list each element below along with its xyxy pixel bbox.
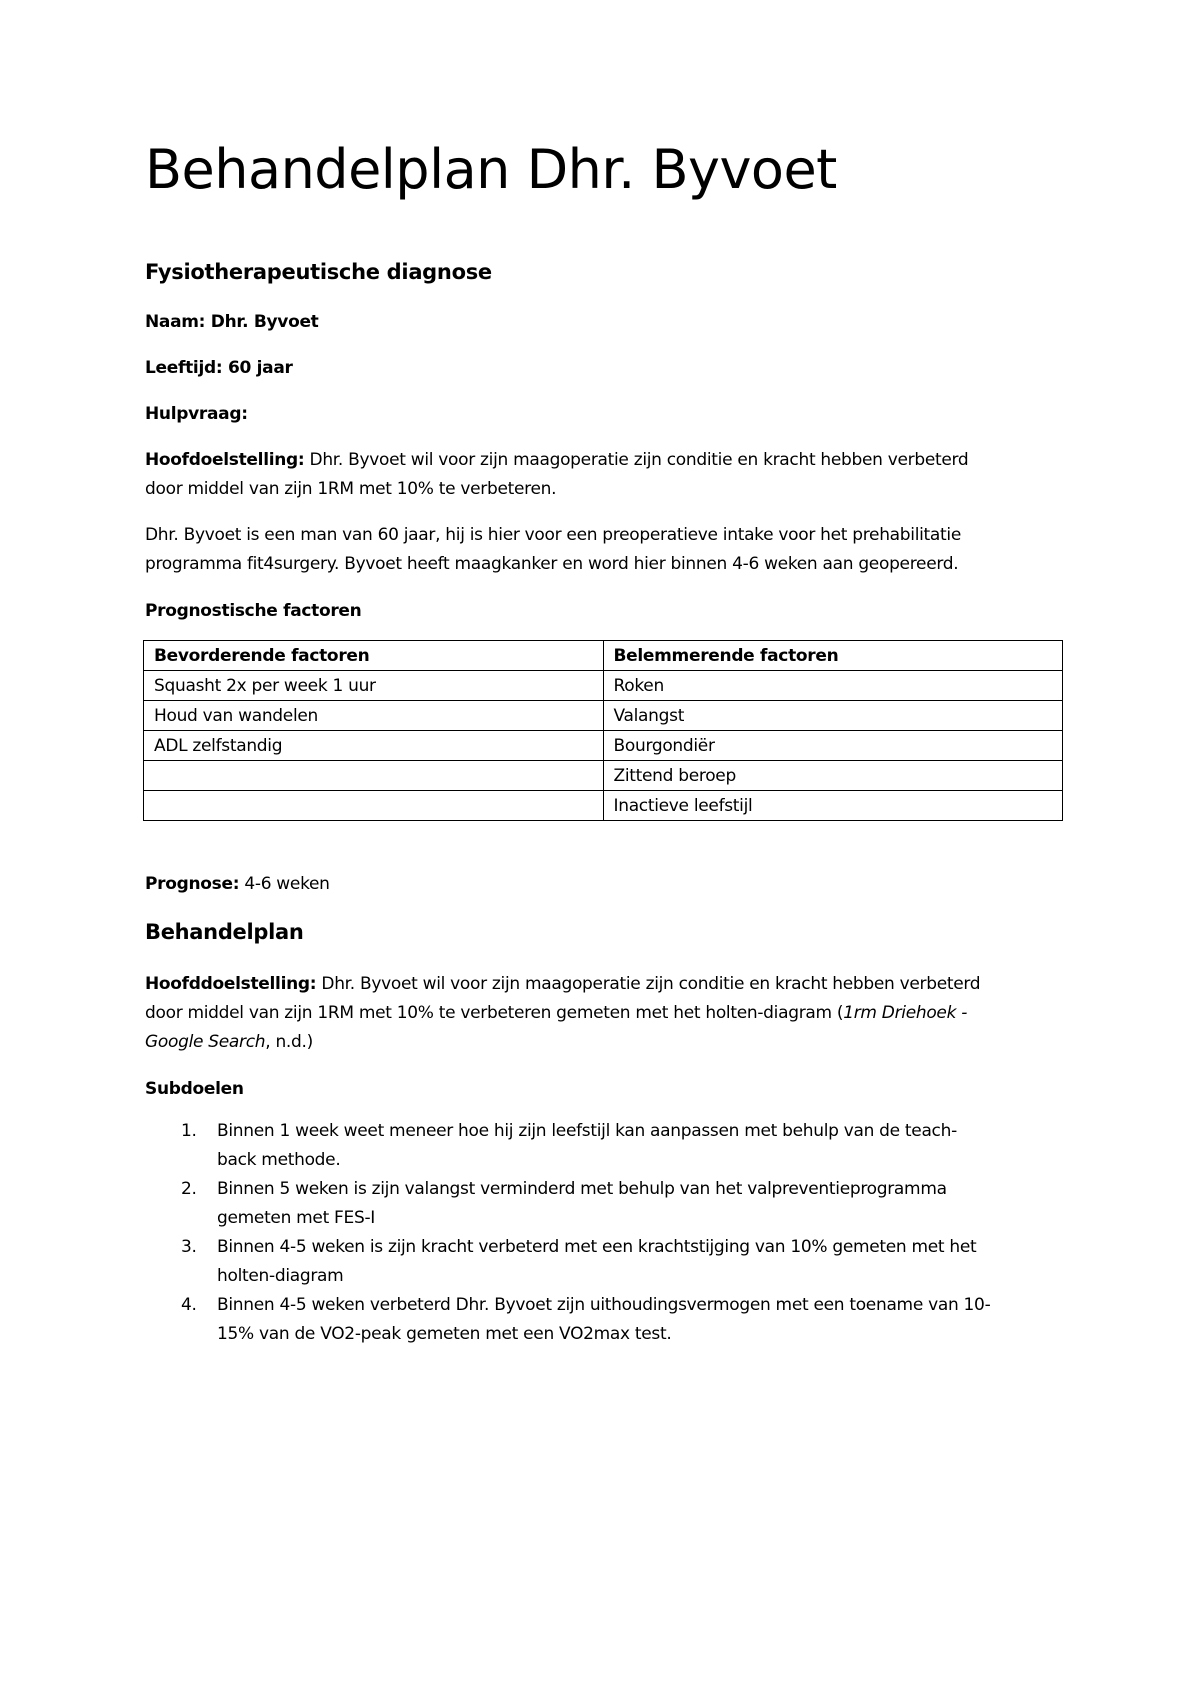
leeftijd-line: Leeftijd: 60 jaar xyxy=(145,358,293,378)
list-item-text: Binnen 4-5 weken verbeterd Dhr. Byvoet zijn uithoudingsvermogen met een toename van 10- xyxy=(217,1295,991,1315)
list-item-text: Binnen 1 week weet meneer hoe hij zijn leefstijl kan aanpassen met behulp van de teach- xyxy=(217,1121,957,1141)
hulpvraag-line: Hulpvraag: xyxy=(145,404,248,424)
table-cell: Squasht 2x per week 1 uur xyxy=(144,671,604,701)
table-cell: Valangst xyxy=(603,701,1063,731)
list-number: 2. xyxy=(181,1179,197,1199)
table-row xyxy=(144,791,1063,821)
prognostisch-heading: Prognostische factoren xyxy=(145,601,362,621)
intro-line-2: programma fit4surgery. Byvoet heeft maagkanker en word hier binnen 4-6 weken aan geopereerd. xyxy=(145,554,959,574)
behandelplan-hoofddoel-label: Hoofddoelstelling: xyxy=(145,974,317,994)
table-cell xyxy=(144,761,604,791)
column-header: Belemmerende factoren xyxy=(603,641,1063,671)
naam-line: Naam: Dhr. Byvoet xyxy=(145,312,319,332)
table-cell: Houd van wandelen xyxy=(144,701,604,731)
behandelplan-line-1: Dhr. Byvoet wil voor zijn maagoperatie zijn conditie en kracht hebben verbeterd xyxy=(316,974,981,994)
table-cell: Inactieve leefstijl xyxy=(603,791,1063,821)
intro-paragraph xyxy=(145,521,1065,579)
section-heading-behandelplan: Behandelplan xyxy=(145,920,304,944)
factors-table xyxy=(143,640,1063,821)
citation-title-part-2: Google Search xyxy=(145,1032,266,1052)
subdoelen-list xyxy=(145,1117,1065,1349)
table-row xyxy=(144,731,1063,761)
subdoelen-heading: Subdoelen xyxy=(145,1079,244,1099)
document-title: Behandelplan Dhr. Byvoet xyxy=(145,138,837,201)
table-cell: Zittend beroep xyxy=(603,761,1063,791)
list-item-text: gemeten met FES-I xyxy=(217,1208,376,1228)
list-item-text: 15% van de VO2-peak gemeten met een VO2max test. xyxy=(217,1324,672,1344)
list-item xyxy=(145,1233,1065,1291)
section-heading-diagnose: Fysiotherapeutische diagnose xyxy=(145,260,492,284)
list-number: 3. xyxy=(181,1237,197,1257)
citation-title-part-1: 1rm Driehoek - xyxy=(843,1003,968,1023)
hoofddoel-text-2: door middel van zijn 1RM met 10% te verbeteren. xyxy=(145,479,557,499)
table-cell: ADL zelfstandig xyxy=(144,731,604,761)
table-header-row xyxy=(144,641,1063,671)
intro-line-1: Dhr. Byvoet is een man van 60 jaar, hij is hier voor een preoperatieve intake voor het prehabilitatie xyxy=(145,525,961,545)
table-cell: Bourgondiër xyxy=(603,731,1063,761)
table-row xyxy=(144,701,1063,731)
list-number: 4. xyxy=(181,1295,197,1315)
prognose-value: 4-6 weken xyxy=(239,874,330,894)
list-item-text: back methode. xyxy=(217,1150,341,1170)
list-item-text: Binnen 4-5 weken is zijn kracht verbeterd met een krachtstijging van 10% gemeten met het xyxy=(217,1237,977,1257)
list-item xyxy=(145,1175,1065,1233)
behandelplan-line-2: door middel van zijn 1RM met 10% te verbeteren gemeten met het holten-diagram ( xyxy=(145,1003,844,1023)
list-item-text: Binnen 5 weken is zijn valangst verminderd met behulp van het valpreventieprogramma xyxy=(217,1179,947,1199)
table-cell xyxy=(144,791,604,821)
column-header: Bevorderende factoren xyxy=(144,641,604,671)
citation-tail: , n.d.) xyxy=(265,1032,313,1052)
list-number: 1. xyxy=(181,1121,197,1141)
table-cell: Roken xyxy=(603,671,1063,701)
table-row xyxy=(144,761,1063,791)
prognose-line xyxy=(145,870,1065,899)
hoofddoel-paragraph xyxy=(145,446,1065,504)
list-item xyxy=(145,1117,1065,1175)
behandelplan-hoofddoel-paragraph xyxy=(145,970,1065,1057)
table-row xyxy=(144,671,1063,701)
hoofddoel-label: Hoofdoelstelling: xyxy=(145,450,305,470)
prognose-label: Prognose: xyxy=(145,874,240,894)
list-item xyxy=(145,1291,1065,1349)
hoofddoel-text-1: Dhr. Byvoet wil voor zijn maagoperatie zijn conditie en kracht hebben verbeterd xyxy=(304,450,969,470)
list-item-text: holten-diagram xyxy=(217,1266,344,1286)
